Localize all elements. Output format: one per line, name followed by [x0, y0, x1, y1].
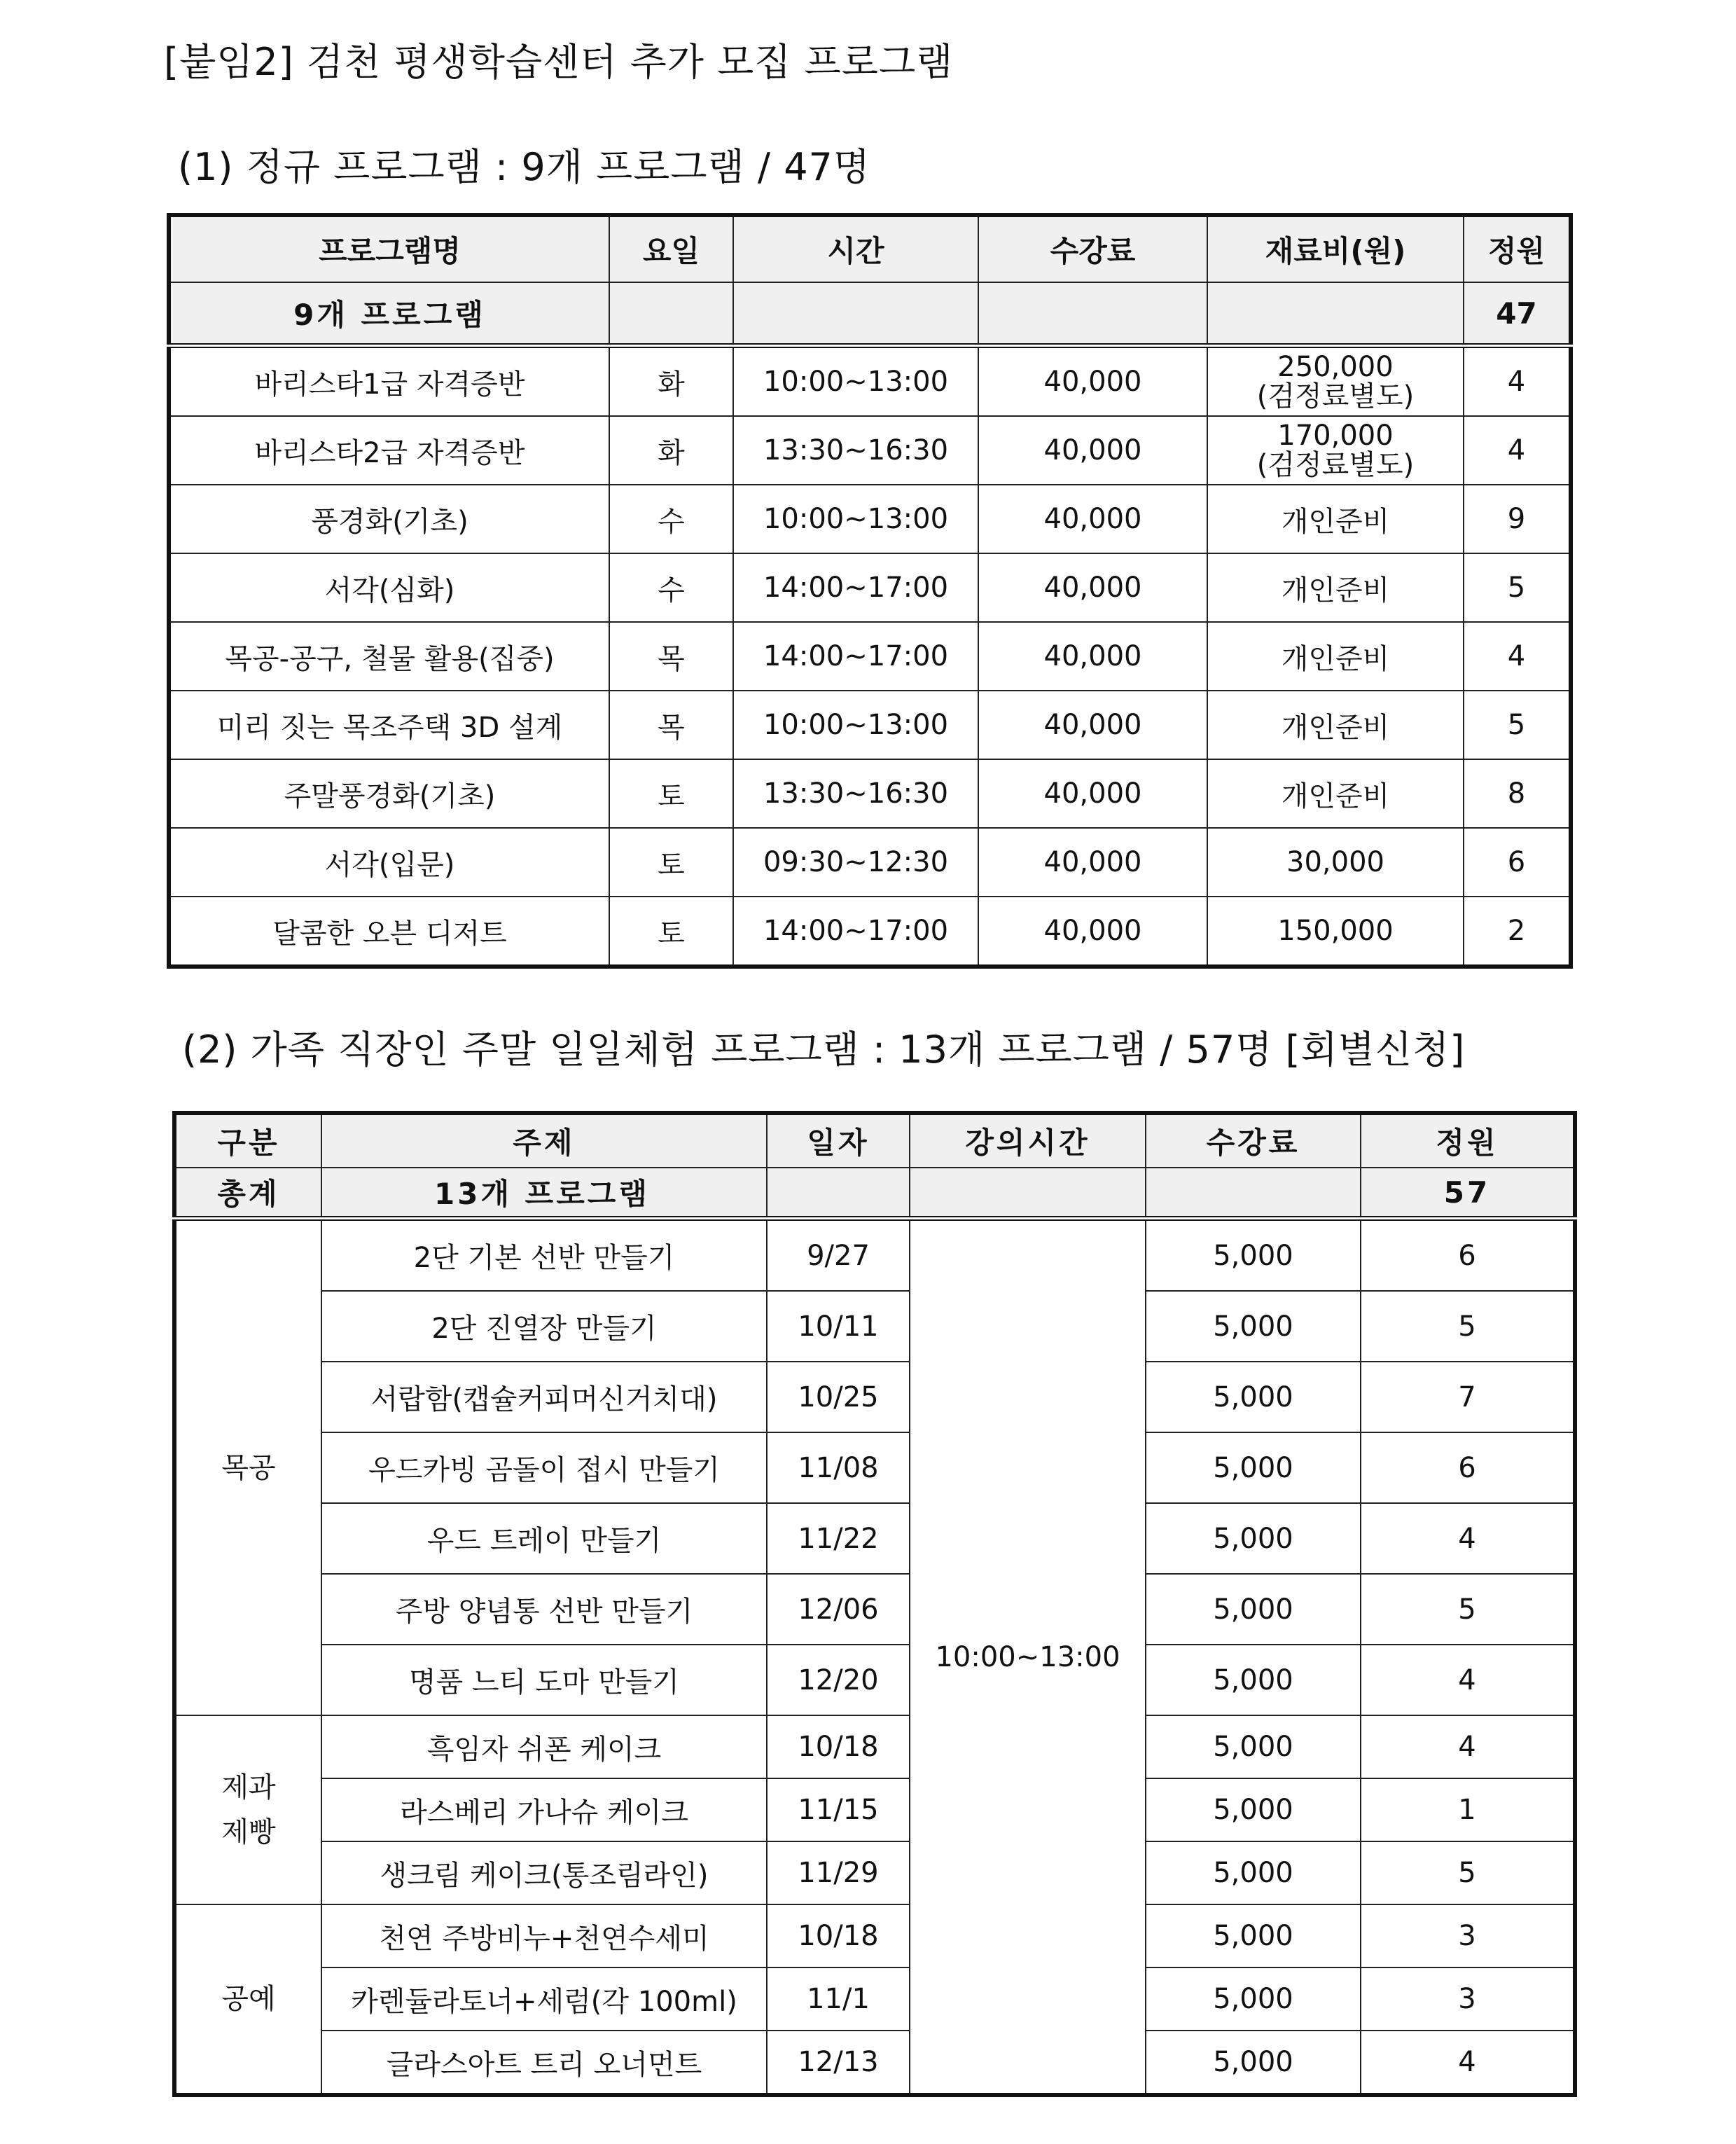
total-empty-cell	[1146, 1168, 1361, 1219]
program-date: 12/06	[767, 1574, 910, 1645]
program-subject: 우드 트레이 만들기	[321, 1503, 767, 1574]
total-empty-cell	[609, 282, 733, 346]
table-row	[169, 622, 1571, 691]
program-day: 목	[609, 691, 733, 759]
document-title: [붙임2] 검천 평생학습센터 추가 모집 프로그램	[164, 40, 954, 84]
program-material-cost	[1207, 346, 1464, 417]
program-day: 토	[609, 897, 733, 967]
weekend-program-table	[172, 1111, 1577, 2097]
program-time: 13:30~16:30	[733, 416, 978, 485]
program-fee: 40,000	[978, 759, 1207, 828]
program-capacity: 4	[1464, 346, 1571, 417]
table-row	[174, 1291, 1575, 1362]
program-capacity: 4	[1464, 416, 1571, 485]
program-day: 화	[609, 416, 733, 485]
program-fee: 40,000	[978, 485, 1207, 553]
program-subject: 흑임자 쉬폰 케이크	[321, 1715, 767, 1778]
program-fee: 5,000	[1146, 1967, 1361, 2031]
program-date: 10/18	[767, 1904, 910, 1967]
program-time: 10:00~13:00	[733, 346, 978, 417]
total-empty-cell	[767, 1168, 910, 1219]
material-amount: 170,000	[1277, 420, 1394, 452]
program-subject: 주방 양념통 선반 만들기	[321, 1574, 767, 1645]
program-subject: 명품 느티 도마 만들기	[321, 1645, 767, 1715]
header-time: 시간	[733, 215, 978, 282]
program-date: 9/27	[767, 1219, 910, 1292]
program-capacity: 3	[1361, 1967, 1575, 2031]
table-row	[174, 1967, 1575, 2031]
table-row	[169, 897, 1571, 967]
total-capacity: 57	[1361, 1168, 1575, 1219]
program-name: 풍경화(기초)	[169, 485, 609, 553]
program-name: 목공-공구, 철물 활용(집중)	[169, 622, 609, 691]
lecture-time: 10:00~13:00	[910, 1219, 1146, 2096]
program-time: 09:30~12:30	[733, 828, 978, 897]
program-subject: 카렌듈라토너+세럼(각 100ml)	[321, 1967, 767, 2031]
program-name: 주말풍경화(기초)	[169, 759, 609, 828]
program-capacity: 8	[1464, 759, 1571, 828]
program-material-cost: 개인준비	[1207, 485, 1464, 553]
program-name: 바리스타1급 자격증반	[169, 346, 609, 417]
program-capacity: 4	[1361, 2031, 1575, 2095]
header-capacity: 정원	[1361, 1113, 1575, 1168]
program-time: 14:00~17:00	[733, 622, 978, 691]
total-row	[169, 282, 1571, 346]
header-date: 일자	[767, 1113, 910, 1168]
category-cell	[174, 1715, 321, 1904]
program-time: 14:00~17:00	[733, 897, 978, 967]
header-program-name: 프로그램명	[169, 215, 609, 282]
program-fee: 40,000	[978, 897, 1207, 967]
program-fee: 5,000	[1146, 1841, 1361, 1904]
program-capacity: 1	[1361, 1778, 1575, 1841]
program-capacity: 4	[1361, 1503, 1575, 1574]
table-row	[174, 1841, 1575, 1904]
program-subject: 라스베리 가나슈 케이크	[321, 1778, 767, 1841]
category-name: 제과	[221, 1771, 276, 1804]
program-fee: 40,000	[978, 828, 1207, 897]
program-time: 14:00~17:00	[733, 553, 978, 622]
table-row	[174, 1432, 1575, 1503]
program-capacity: 6	[1361, 1219, 1575, 1292]
category-name: 목공	[221, 1451, 276, 1484]
table-row	[174, 1503, 1575, 1574]
table-row	[174, 1778, 1575, 1841]
program-material-cost: 30,000	[1207, 828, 1464, 897]
table-row	[174, 1715, 1575, 1778]
program-capacity: 5	[1361, 1291, 1575, 1362]
total-programs: 13개 프로그램	[321, 1168, 767, 1219]
program-fee: 5,000	[1146, 1574, 1361, 1645]
program-date: 12/20	[767, 1645, 910, 1715]
program-fee: 5,000	[1146, 1904, 1361, 1967]
total-empty-cell	[1207, 282, 1464, 346]
program-day: 토	[609, 828, 733, 897]
program-fee: 5,000	[1146, 1219, 1361, 1292]
program-material-cost: 개인준비	[1207, 553, 1464, 622]
program-time: 10:00~13:00	[733, 485, 978, 553]
program-capacity: 2	[1464, 897, 1571, 967]
header-fee: 수강료	[978, 215, 1207, 282]
program-name: 서각(입문)	[169, 828, 609, 897]
table-row	[174, 1574, 1575, 1645]
program-date: 10/11	[767, 1291, 910, 1362]
program-date: 11/08	[767, 1432, 910, 1503]
header-lecture-time: 강의시간	[910, 1113, 1146, 1168]
program-date: 10/18	[767, 1715, 910, 1778]
table-row	[174, 1219, 1575, 1292]
program-capacity: 5	[1361, 1841, 1575, 1904]
program-material-cost: 개인준비	[1207, 622, 1464, 691]
table-row	[174, 1904, 1575, 1967]
program-subject: 2단 기본 선반 만들기	[321, 1219, 767, 1292]
program-capacity: 6	[1361, 1432, 1575, 1503]
material-note: (검정료별도)	[1256, 449, 1415, 481]
program-date: 11/29	[767, 1841, 910, 1904]
program-fee: 40,000	[978, 346, 1207, 417]
regular-program-table	[167, 213, 1573, 969]
program-name: 달콤한 오븐 디저트	[169, 897, 609, 967]
program-day: 목	[609, 622, 733, 691]
program-fee: 5,000	[1146, 1715, 1361, 1778]
header-fee: 수강료	[1146, 1113, 1361, 1168]
program-fee: 5,000	[1146, 1503, 1361, 1574]
section2-title: (2) 가족 직장인 주말 일일체험 프로그램 : 13개 프로그램 / 57명 [회별신청]	[182, 1028, 1466, 1072]
program-subject: 우드카빙 곰돌이 접시 만들기	[321, 1432, 767, 1503]
total-label: 총계	[174, 1168, 321, 1219]
program-subject: 서랍함(캡슐커피머신거치대)	[321, 1362, 767, 1432]
material-amount: 250,000	[1277, 351, 1394, 383]
program-material-cost: 150,000	[1207, 897, 1464, 967]
program-day: 수	[609, 553, 733, 622]
program-day: 토	[609, 759, 733, 828]
category-cell	[174, 1904, 321, 2095]
table-row	[174, 2031, 1575, 2095]
table-row	[169, 828, 1571, 897]
category-cell	[174, 1219, 321, 1716]
program-capacity: 9	[1464, 485, 1571, 553]
header-capacity: 정원	[1464, 215, 1571, 282]
program-date: 12/13	[767, 2031, 910, 2095]
program-fee: 40,000	[978, 416, 1207, 485]
program-fee: 5,000	[1146, 1432, 1361, 1503]
table-header-row	[174, 1113, 1575, 1168]
program-date: 10/25	[767, 1362, 910, 1432]
table-header-row	[169, 215, 1571, 282]
program-subject: 생크림 케이크(통조림라인)	[321, 1841, 767, 1904]
program-date: 11/15	[767, 1778, 910, 1841]
program-capacity: 4	[1361, 1645, 1575, 1715]
table-row	[169, 553, 1571, 622]
program-fee: 5,000	[1146, 1645, 1361, 1715]
category-name: 제빵	[221, 1816, 276, 1848]
header-subject: 주제	[321, 1113, 767, 1168]
program-capacity: 4	[1464, 622, 1571, 691]
table-row	[169, 416, 1571, 485]
section1-title: (1) 정규 프로그램 : 9개 프로그램 / 47명	[178, 145, 871, 189]
program-material-cost: 개인준비	[1207, 691, 1464, 759]
material-note: (검정료별도)	[1256, 380, 1415, 413]
total-empty-cell	[978, 282, 1207, 346]
program-fee: 5,000	[1146, 1778, 1361, 1841]
program-subject: 천연 주방비누+천연수세미	[321, 1904, 767, 1967]
program-capacity: 5	[1361, 1574, 1575, 1645]
program-fee: 40,000	[978, 691, 1207, 759]
program-fee: 5,000	[1146, 2031, 1361, 2095]
program-capacity: 3	[1361, 1904, 1575, 1967]
header-category: 구분	[174, 1113, 321, 1168]
program-capacity: 7	[1361, 1362, 1575, 1432]
program-fee: 5,000	[1146, 1291, 1361, 1362]
table-row	[169, 346, 1571, 417]
program-name: 미리 짓는 목조주택 3D 설계	[169, 691, 609, 759]
table-row	[174, 1645, 1575, 1715]
total-row	[174, 1168, 1575, 1219]
category-name: 공예	[221, 1983, 276, 2015]
header-day: 요일	[609, 215, 733, 282]
total-empty-cell	[910, 1168, 1146, 1219]
program-fee: 40,000	[978, 622, 1207, 691]
program-subject: 글라스아트 트리 오너먼트	[321, 2031, 767, 2095]
program-capacity: 5	[1464, 691, 1571, 759]
program-name: 바리스타2급 자격증반	[169, 416, 609, 485]
program-capacity: 4	[1361, 1715, 1575, 1778]
program-fee: 40,000	[978, 553, 1207, 622]
program-day: 화	[609, 346, 733, 417]
table-row	[174, 1362, 1575, 1432]
program-material-cost	[1207, 416, 1464, 485]
table-row	[169, 759, 1571, 828]
program-name: 서각(심화)	[169, 553, 609, 622]
program-date: 11/1	[767, 1967, 910, 2031]
table-row	[169, 691, 1571, 759]
total-label: 9개 프로그램	[169, 282, 609, 346]
program-day: 수	[609, 485, 733, 553]
total-empty-cell	[733, 282, 978, 346]
program-time: 10:00~13:00	[733, 691, 978, 759]
program-capacity: 6	[1464, 828, 1571, 897]
table-row	[169, 485, 1571, 553]
program-fee: 5,000	[1146, 1362, 1361, 1432]
program-material-cost: 개인준비	[1207, 759, 1464, 828]
program-time: 13:30~16:30	[733, 759, 978, 828]
program-date: 11/22	[767, 1503, 910, 1574]
program-subject: 2단 진열장 만들기	[321, 1291, 767, 1362]
total-capacity: 47	[1464, 282, 1571, 346]
header-material-cost: 재료비(원)	[1207, 215, 1464, 282]
program-capacity: 5	[1464, 553, 1571, 622]
